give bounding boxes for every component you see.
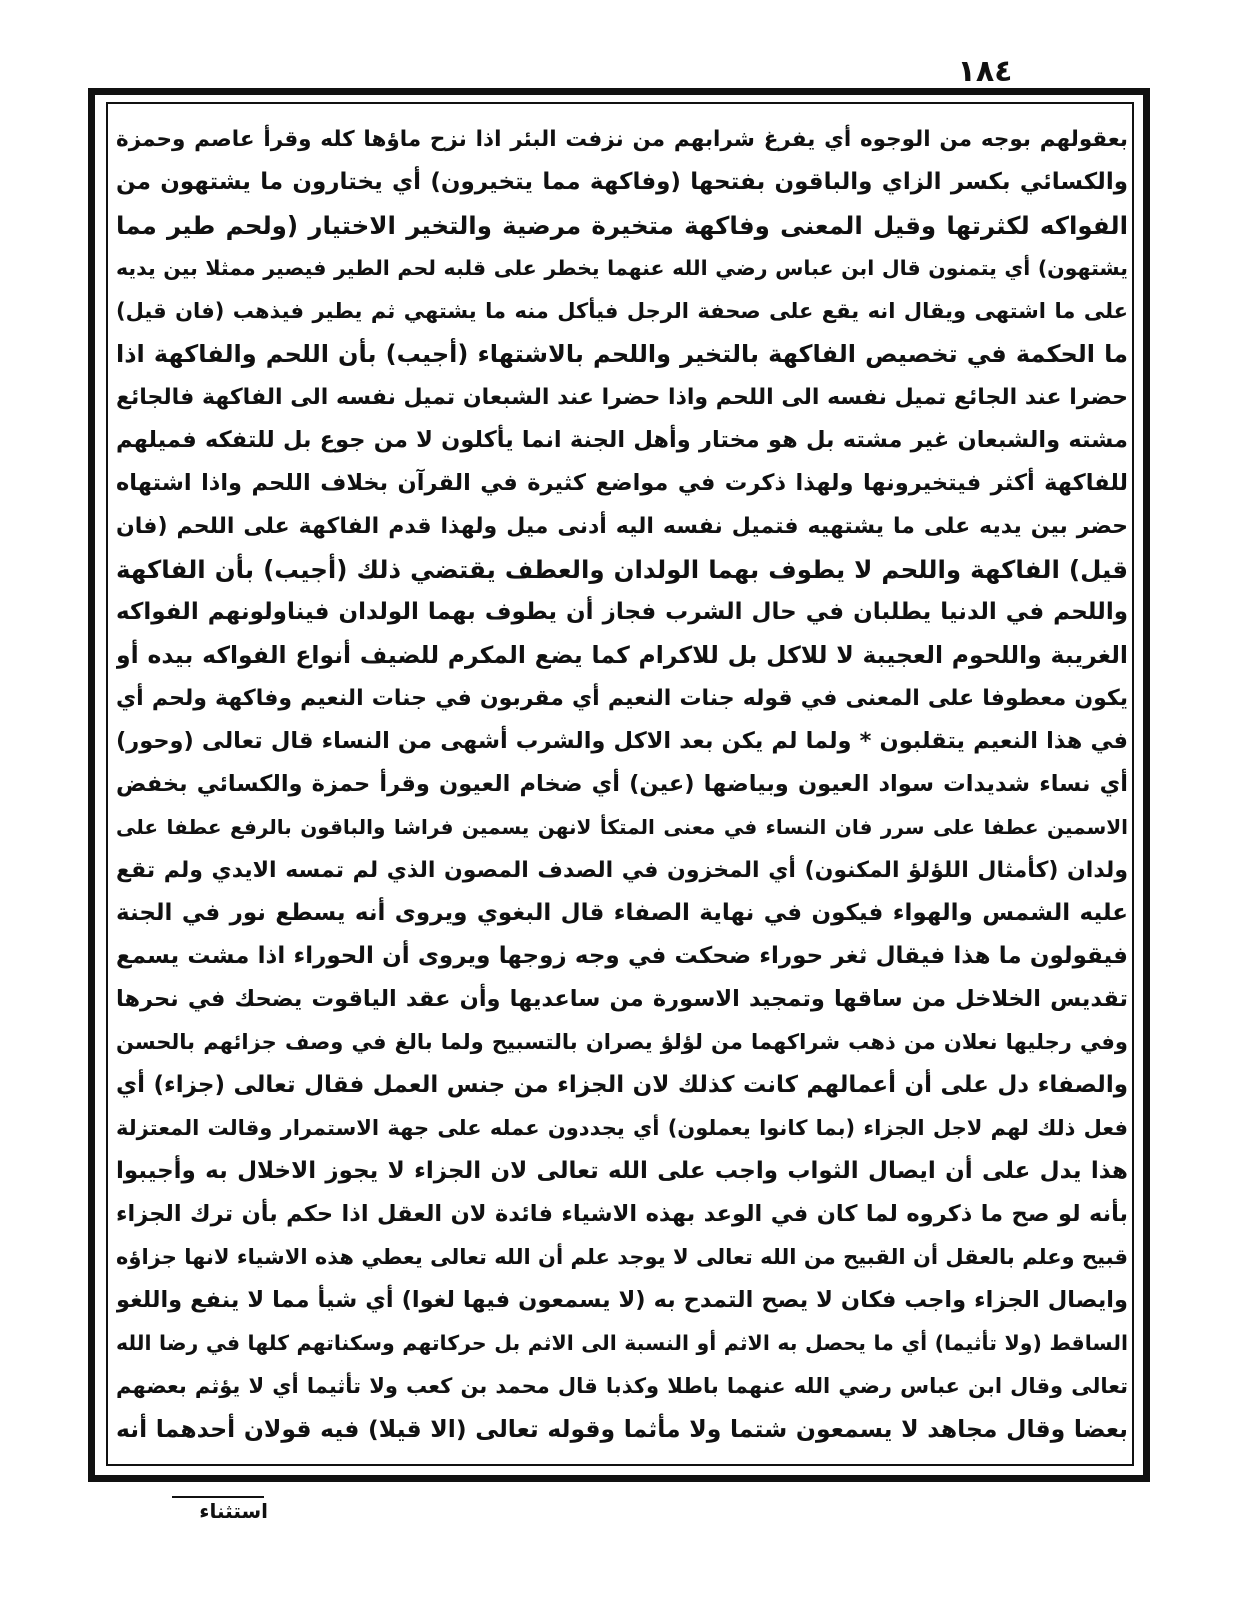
text-block — [116, 118, 1128, 1451]
text-line: على ما اشتهى ويقال انه يقع على صحفة الرجل فيأكل منه ما يشتهي ثم يطير فيذهب (فان قيل) — [116, 299, 1128, 323]
text-line: واللحم في الدنيا يطلبان في حال الشرب فجاز أن يطوف بهما الولدان فيناولونهم الفواكه — [116, 599, 1128, 625]
text-line: فعل ذلك لهم لاجل الجزاء (بما كانوا يعملون) أي يجددون عمله على جهة الاستمرار وقالت المعتزلة — [116, 1116, 1128, 1140]
text-line: والصفاء دل على أن أعمالهم كانت كذلك لان الجزاء من جنس العمل فقال تعالى (جزاء) أي — [116, 1072, 1128, 1098]
text-line: قبيح وعلم بالعقل أن القبيح من الله تعالى لا يوجد علم أن الله تعالى يعطي هذه الاشياء لانها جزاؤه — [116, 1245, 1128, 1269]
text-line: الساقط (ولا تأثيما) أي ما يحصل به الاثم أو النسبة الى الاثم بل حركاتهم وسكناتهم كلها في رضا الله — [116, 1331, 1128, 1355]
text-line: مشته والشبعان غير مشته بل هو مختار وأهل الجنة انما يأكلون لا من جوع بل للتفكه فميلهم — [116, 427, 1128, 453]
text-line: عليه الشمس والهواء فيكون في نهاية الصفاء قال البغوي ويروى أنه يسطع نور في الجنة — [116, 900, 1128, 926]
text-line: في هذا النعيم يتقلبون * ولما لم يكن بعد الاكل والشرب أشهى من النساء قال تعالى (وحور) — [116, 728, 1128, 754]
text-line: حضر بين يديه على ما يشتهيه فتميل نفسه اليه أدنى ميل ولهذا قدم الفاكهة على اللحم (فان — [116, 514, 1128, 539]
text-line: بأنه لو صح ما ذكروه لما كان في الوعد بهذه الاشياء فائدة لان العقل اذا حكم بأن ترك الجزاء — [116, 1201, 1128, 1227]
text-line: بعضا وقال مجاهد لا يسمعون شتما ولا مأثما وقوله تعالى (الا قيلا) فيه قولان أحدهما أنه — [116, 1415, 1128, 1443]
text-line: بعقولهم بوجه من الوجوه أي يفرغ شرابهم من نزفت البئر اذا نزح ماؤها كله وقرأ عاصم وحمزة — [116, 127, 1128, 152]
text-line: الغريبة واللحوم العجيبة لا للاكل بل للاكرام كما يضع المكرم للضيف أنواع الفواكه بيده أو — [116, 641, 1128, 669]
text-line: والكسائي بكسر الزاي والباقون بفتحها (وفاكهة مما يتخيرون) أي يختارون ما يشتهون من — [116, 169, 1128, 195]
text-line: أي نساء شديدات سواد العيون وبياضها (عين) أي ضخام العيون وقرأ حمزة والكسائي بخفض — [116, 771, 1128, 797]
text-line: للفاكهة أكثر فيتخيرونها ولهذا ذكرت في مواضع كثيرة في القرآن بخلاف اللحم واذا اشتهاه — [116, 470, 1128, 496]
text-line: تعالى وقال ابن عباس رضي الله عنهما باطلا وكذبا قال محمد بن كعب ولا تأثيما أي لا يؤثم بعضهم — [116, 1374, 1128, 1398]
page-number: ١٨٤ — [957, 54, 1013, 89]
text-line: الفواكه لكثرتها وقيل المعنى وفاكهة متخيرة مرضية والتخير الاختيار (ولحم طير مما — [116, 211, 1128, 240]
text-line: الاسمين عطفا على سرر فان النساء في معنى المتكأ لانهن يسمين فراشا والباقون بالرفع عطفا على — [116, 815, 1128, 839]
text-line: ولدان (كأمثال اللؤلؤ المكنون) أي المخزون في الصدف المصون الذي لم تمسه الايدي ولم تقع — [116, 858, 1128, 883]
text-line: فيقولون ما هذا فيقال ثغر حوراء ضحكت في وجه زوجها ويروى أن الحوراء اذا مشت يسمع — [116, 943, 1128, 969]
text-line: وفي رجليها نعلان من ذهب شراكهما من لؤلؤ يصران بالتسبيح ولما بالغ في وصف جزائهم بالحسن — [116, 1030, 1128, 1054]
text-line: هذا يدل على أن ايصال الثواب واجب على الله تعالى لان الجزاء لا يجوز الاخلال به وأجيبوا — [116, 1158, 1128, 1184]
text-line: ما الحكمة في تخصيص الفاكهة بالتخير واللحم بالاشتهاء (أجيب) بأن اللحم والفاكهة اذا — [116, 340, 1128, 368]
text-line: وايصال الجزاء واجب فكان لا يصح التمدح به (لا يسمعون فيها لغوا) أي شيأ مما لا ينفع واللغو — [116, 1287, 1128, 1313]
catchword: استثناء — [199, 1499, 268, 1523]
text-line: يشتهون) أي يتمنون قال ابن عباس رضي الله عنهما يخطر على قلبه لحم الطير فيصير ممثلا بين يديه — [116, 256, 1128, 280]
text-line: يكون معطوفا على المعنى في قوله جنات النعيم أي مقربون في جنات النعيم وفاكهة ولحم أي — [116, 686, 1128, 711]
text-line: حضرا عند الجائع تميل نفسه الى اللحم واذا حضرا عند الشبعان تميل نفسه الى الفاكهة فالجائع — [116, 385, 1128, 410]
text-line: تقديس الخلاخل من ساقها وتمجيد الاسورة من ساعديها وأن عقد الياقوت يضحك في نحرها — [116, 986, 1128, 1012]
text-line: قيل) الفاكهة واللحم لا يطوف بهما الولدان والعطف يقتضي ذلك (أجيب) بأن الفاكهة — [116, 555, 1128, 584]
